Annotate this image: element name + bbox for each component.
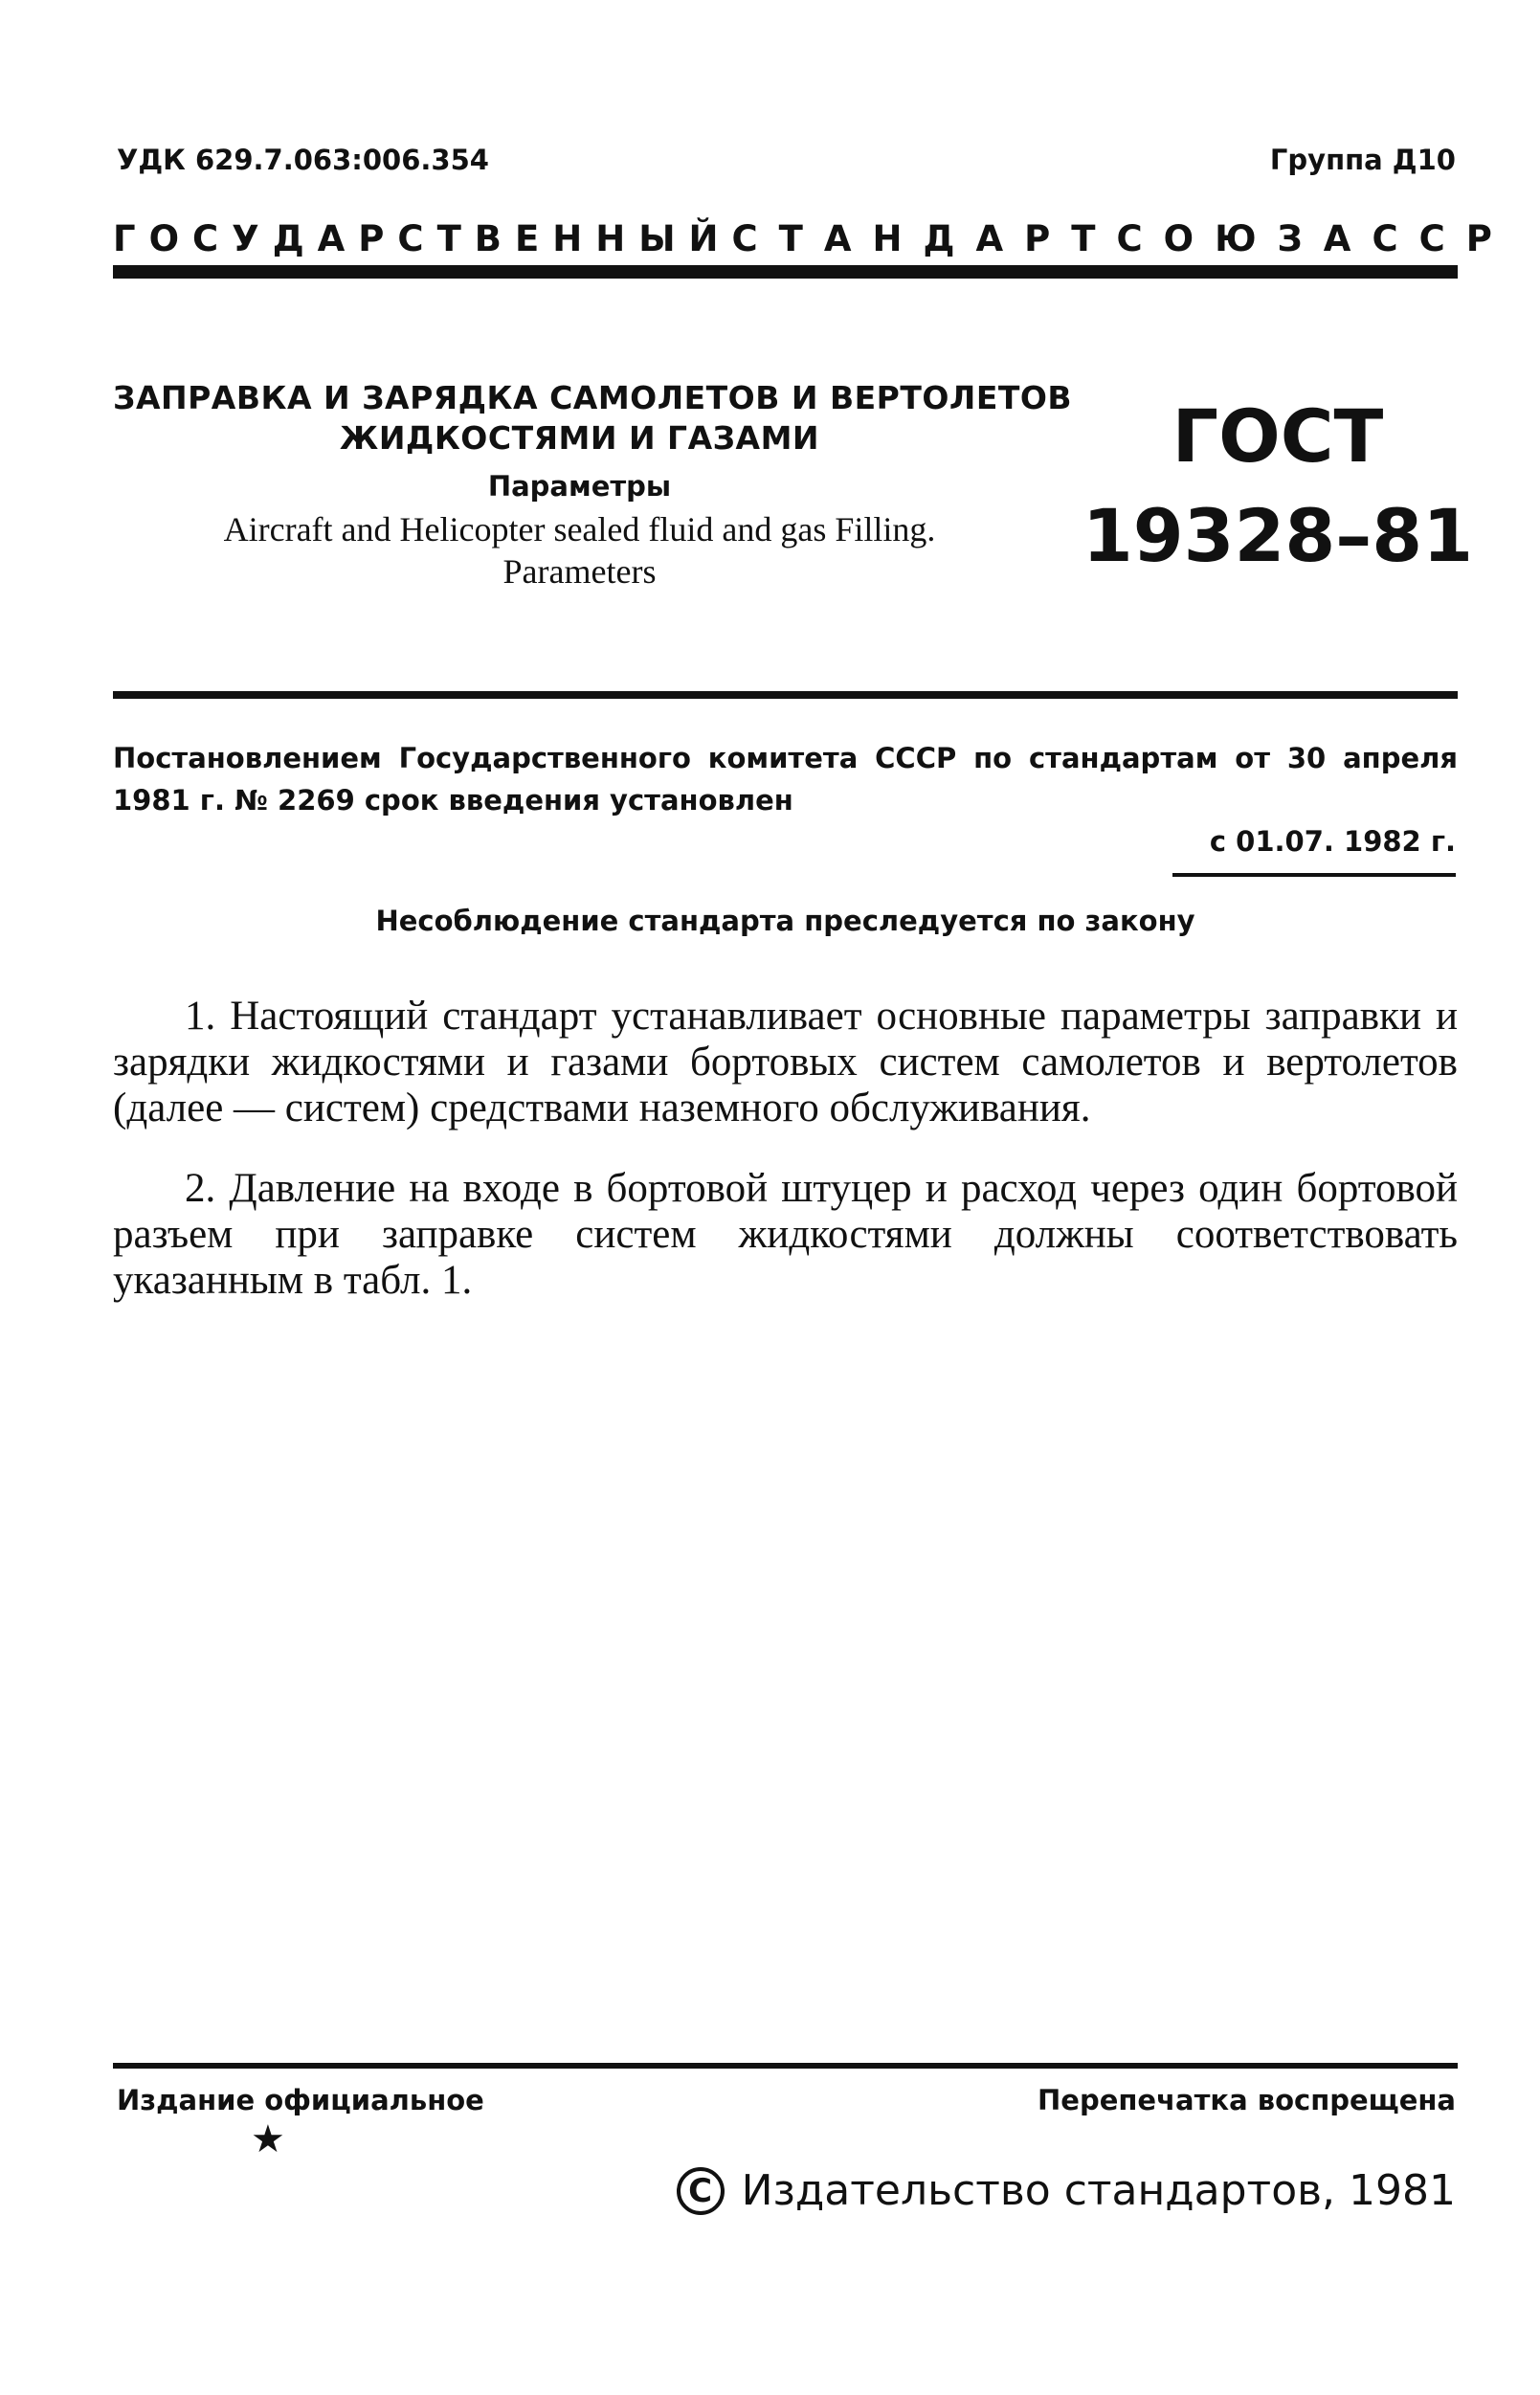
banner-word: СТАНДАРТ	[731, 218, 1117, 259]
group-code: Группа Д10	[1269, 144, 1456, 176]
copyright-icon: C	[677, 2167, 725, 2215]
gost-label: ГОСТ	[1172, 393, 1384, 479]
publisher-line	[677, 2166, 1456, 2215]
publisher-text: Издательство стандартов, 1981	[741, 2166, 1456, 2215]
title-line-1: ЗАПРАВКА И ЗАРЯДКА САМОЛЕТОВ И ВЕРТОЛЕТОВ	[113, 379, 1073, 416]
gost-number: 19328–81	[1082, 493, 1474, 578]
top-thick-rule	[113, 265, 1458, 279]
banner-word: СОЮЗА	[1116, 218, 1373, 259]
middle-rule	[113, 691, 1458, 699]
banner-word: ССР	[1372, 218, 1513, 259]
title-line-2: ЖИДКОСТЯМИ И ГАЗАМИ	[339, 419, 820, 457]
star-icon: ★	[251, 2117, 285, 2161]
bottom-rule	[113, 2063, 1458, 2069]
reprint-notice: Перепечатка воспрещена	[1038, 2084, 1456, 2116]
edition-label: Издание официальное	[117, 2084, 484, 2116]
law-notice: Несоблюдение стандарта преследуется по закону	[375, 905, 1195, 937]
effective-date: с 01.07. 1982 г.	[1209, 825, 1456, 858]
title-block	[113, 378, 1073, 593]
effective-date-underline	[1172, 873, 1456, 877]
english-title	[113, 508, 1046, 593]
paragraph-1: 1. Настоящий стандарт устанавливает основные параметры заправки и зарядки жидкостями и газами бортовых систем самолетов и вертолетов (далее — систем) средствами наземного обслуживания.	[113, 994, 1458, 1130]
english-title-line-1: Aircraft and Helicopter sealed fluid and gas Filling.	[223, 510, 936, 548]
banner-word: ГОСУДАРСТВЕННЫЙ	[113, 218, 732, 259]
gost-designation	[1082, 391, 1474, 582]
paragraph-2: 2. Давление на входе в бортовой штуцер и расход через один бортовой разъем при заправке систем жидкостями должны соответствовать указанным в табл. 1.	[113, 1166, 1458, 1303]
udk-code: УДК 629.7.063:006.354	[117, 144, 489, 176]
decree-text: Постановлением Государственного комитета СССР по стандартам от 30 апреля 1981 г. № 2269 срок введения установлен	[113, 742, 1458, 817]
subtitle: Параметры	[487, 470, 672, 503]
state-standard-banner	[113, 218, 1513, 259]
english-title-line-2: Parameters	[502, 552, 657, 591]
